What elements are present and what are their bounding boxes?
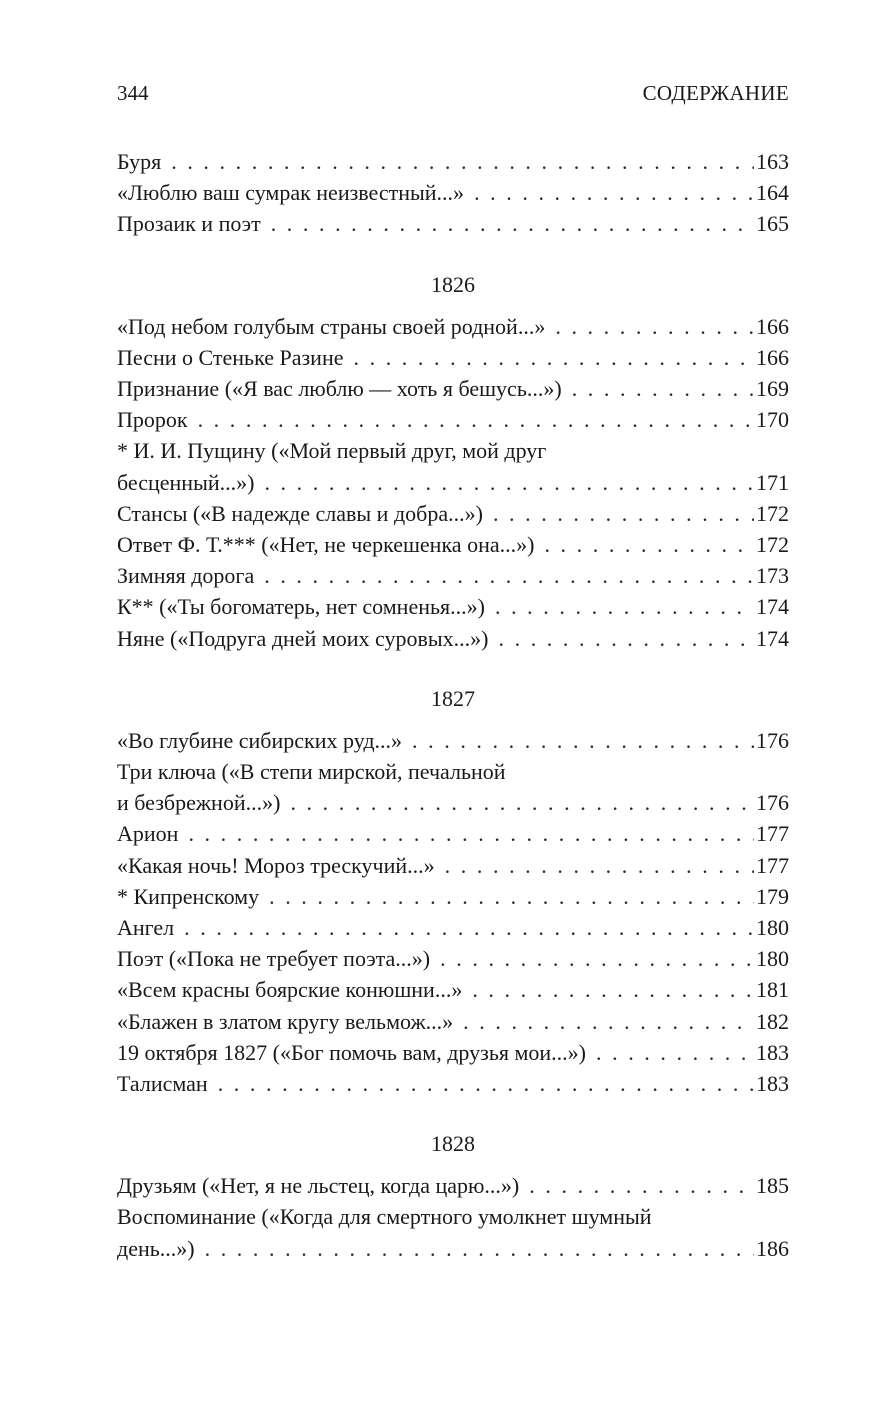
- toc-entry-page: 180: [756, 946, 789, 972]
- dot-leader: [463, 1006, 754, 1037]
- toc-entry-title-first-line: Три ключа («В степи мирской, печальной: [117, 759, 506, 785]
- toc-entry-page: 166: [756, 344, 789, 370]
- toc-entry: [117, 974, 789, 1005]
- toc-entry-page: 182: [756, 1008, 789, 1034]
- toc-entry-line: [117, 591, 789, 622]
- toc-entry-line: [117, 311, 789, 342]
- toc-entry-page: 181: [756, 977, 789, 1003]
- toc-entry: [117, 943, 789, 974]
- dot-leader: [188, 818, 754, 849]
- toc-entry-title: день...»): [117, 1235, 195, 1261]
- dot-leader: [474, 177, 754, 208]
- dot-leader: [205, 1233, 754, 1264]
- toc-entry: [117, 912, 789, 943]
- section-heading: 1827: [431, 685, 475, 711]
- toc-entry-page: 177: [756, 821, 789, 847]
- toc-entry-page: 165: [756, 211, 789, 237]
- toc-entry-line: [117, 146, 789, 177]
- toc-entry: [117, 177, 789, 208]
- dot-leader: [184, 912, 754, 943]
- toc-entry-line: [117, 177, 789, 208]
- toc-entry-page: 164: [756, 180, 789, 206]
- toc-entry-line: [117, 881, 789, 912]
- toc-entry-title: Признание («Я вас люблю — хоть я бешусь...»): [117, 376, 562, 402]
- dot-leader: [555, 311, 754, 342]
- toc-entry-page: 186: [756, 1235, 789, 1261]
- toc-entry-title: и безбрежной...»): [117, 790, 281, 816]
- toc-entry-title: Пророк: [117, 407, 188, 433]
- toc-entry-title: бесценный...»): [117, 469, 255, 495]
- dot-leader: [269, 881, 754, 912]
- toc-entry: [117, 881, 789, 912]
- dot-leader: [440, 943, 754, 974]
- toc-entry-line: [117, 1170, 789, 1201]
- toc-entry-line: [117, 787, 789, 818]
- toc-entry-line: [117, 498, 789, 529]
- toc-entry: [117, 435, 789, 497]
- toc-entry-line: [117, 560, 789, 591]
- section-heading: 1828: [431, 1131, 475, 1157]
- toc-entry-line: [117, 974, 789, 1005]
- toc-entry: [117, 623, 789, 654]
- toc-entry-title: Зимняя дорога: [117, 563, 255, 589]
- toc-entry-page: 180: [756, 915, 789, 941]
- toc-entry: [117, 818, 789, 849]
- toc-entry: [117, 146, 789, 177]
- toc-entry-page: 183: [756, 1071, 789, 1097]
- dot-leader: [493, 498, 754, 529]
- toc-entry-page: 174: [756, 594, 789, 620]
- toc-entry-line: [117, 725, 789, 756]
- dot-leader: [445, 850, 754, 881]
- toc-entry: [117, 208, 789, 239]
- toc-entry: [117, 1201, 789, 1263]
- toc-entry-title: «Блажен в златом кругу вельмож...»: [117, 1008, 454, 1034]
- toc-entry: [117, 404, 789, 435]
- toc-entry-page: 176: [756, 727, 789, 753]
- toc-entry-line: [117, 912, 789, 943]
- toc-entry: [117, 1037, 789, 1068]
- toc-entry-title: Ангел: [117, 915, 175, 941]
- toc-entry-title: Арион: [117, 821, 179, 847]
- dot-leader: [499, 623, 755, 654]
- dot-leader: [171, 146, 754, 177]
- toc-entry: [117, 1068, 789, 1099]
- toc-entry-page: 177: [756, 852, 789, 878]
- toc-entry-line: [117, 467, 789, 498]
- page-number: 344: [117, 81, 149, 105]
- toc-entry-line: [117, 818, 789, 849]
- dot-leader: [290, 787, 754, 818]
- toc-entry-title: «Под небом голубым страны своей родной...»: [117, 313, 546, 339]
- toc-entry-line: [117, 404, 789, 435]
- toc-entry-line: [117, 529, 789, 560]
- toc-entry-title: Талисман: [117, 1071, 208, 1097]
- dot-leader: [572, 373, 754, 404]
- toc-entry-page: 172: [756, 532, 789, 558]
- toc-entry-page: 170: [756, 407, 789, 433]
- dot-leader: [472, 974, 754, 1005]
- toc-entry: [117, 311, 789, 342]
- toc-entry-line: [117, 208, 789, 239]
- running-title: СОДЕРЖАНИЕ: [642, 81, 789, 105]
- toc-entry-title: * Кипренскому: [117, 883, 260, 909]
- toc-entry-page: 163: [756, 149, 789, 174]
- toc-entry-line: [117, 373, 789, 404]
- toc-entry: [117, 850, 789, 881]
- toc-entry-line: [117, 623, 789, 654]
- toc-entry-page: 169: [756, 376, 789, 402]
- toc-entry: [117, 560, 789, 591]
- toc-entry-title: Буря: [117, 149, 162, 174]
- toc-entry-title-first-line: * И. И. Пущину («Мой первый друг, мой друг: [117, 438, 547, 464]
- toc-entry-page: 183: [756, 1039, 789, 1065]
- toc-entry-page: 172: [756, 500, 789, 526]
- toc-entry-page: 171: [756, 469, 789, 495]
- toc-entry-line: [117, 342, 789, 373]
- dot-leader: [198, 404, 754, 435]
- toc-entry-title: «Какая ночь! Мороз трескучий...»: [117, 852, 435, 878]
- toc-entry: [117, 373, 789, 404]
- toc-entry-page: 166: [756, 313, 789, 339]
- toc-entry-title-first-line: Воспоминание («Когда для смертного умолкнет шумный: [117, 1204, 652, 1230]
- dot-leader: [544, 529, 754, 560]
- dot-leader: [495, 591, 754, 622]
- toc-entry-page: 179: [756, 883, 789, 909]
- toc-entry: [117, 591, 789, 622]
- toc-entry-title: «Люблю ваш сумрак неизвестный...»: [117, 180, 465, 206]
- dot-leader: [354, 342, 755, 373]
- dot-leader: [218, 1068, 754, 1099]
- toc-entry-title: 19 октября 1827 («Бог помочь вам, друзья мои...»): [117, 1039, 586, 1065]
- toc-entry-title: Няне («Подруга дней моих суровых...»): [117, 625, 489, 651]
- toc-entry-line: [117, 943, 789, 974]
- toc-entry: [117, 1006, 789, 1037]
- toc-entry: [117, 1170, 789, 1201]
- toc-entry-title: «Всем красны боярские конюшни...»: [117, 977, 463, 1003]
- toc-entry-title: Песни о Стеньке Разине: [117, 344, 344, 370]
- dot-leader: [271, 208, 754, 239]
- toc-entry-title: К** («Ты богоматерь, нет сомненья...»): [117, 594, 485, 620]
- dot-leader: [412, 725, 754, 756]
- toc-entry-line: [117, 850, 789, 881]
- toc-entry-page: 173: [756, 563, 789, 589]
- toc-entry-page: 176: [756, 790, 789, 816]
- toc-entry: [117, 342, 789, 373]
- section-heading: 1826: [431, 271, 475, 297]
- toc-entry: [117, 529, 789, 560]
- dot-leader: [596, 1037, 754, 1068]
- toc-entry-line: [117, 1006, 789, 1037]
- running-header: [117, 81, 789, 111]
- toc-entry: [117, 498, 789, 529]
- toc-entry-title: «Во глубине сибирских руд...»: [117, 727, 403, 753]
- toc-entry: [117, 725, 789, 756]
- toc-entry-title: Друзьям («Нет, я не льстец, когда царю...»): [117, 1173, 520, 1199]
- toc-entry-line: [117, 1233, 789, 1264]
- table-of-contents: [117, 146, 789, 1264]
- dot-leader: [529, 1170, 754, 1201]
- toc-entry-page: 185: [756, 1173, 789, 1199]
- dot-leader: [264, 560, 754, 591]
- toc-entry: [117, 756, 789, 818]
- toc-entry-page: 174: [756, 625, 789, 651]
- toc-entry-title: Ответ Ф. Т.*** («Нет, не черкешенка она...»): [117, 532, 535, 558]
- toc-entry-title: Прозаик и поэт: [117, 211, 261, 237]
- dot-leader: [264, 467, 754, 498]
- toc-entry-line: [117, 1068, 789, 1099]
- toc-entry-line: [117, 1037, 789, 1068]
- toc-entry-title: Стансы («В надежде славы и добра...»): [117, 500, 483, 526]
- toc-entry-title: Поэт («Пока не требует поэта...»): [117, 946, 431, 972]
